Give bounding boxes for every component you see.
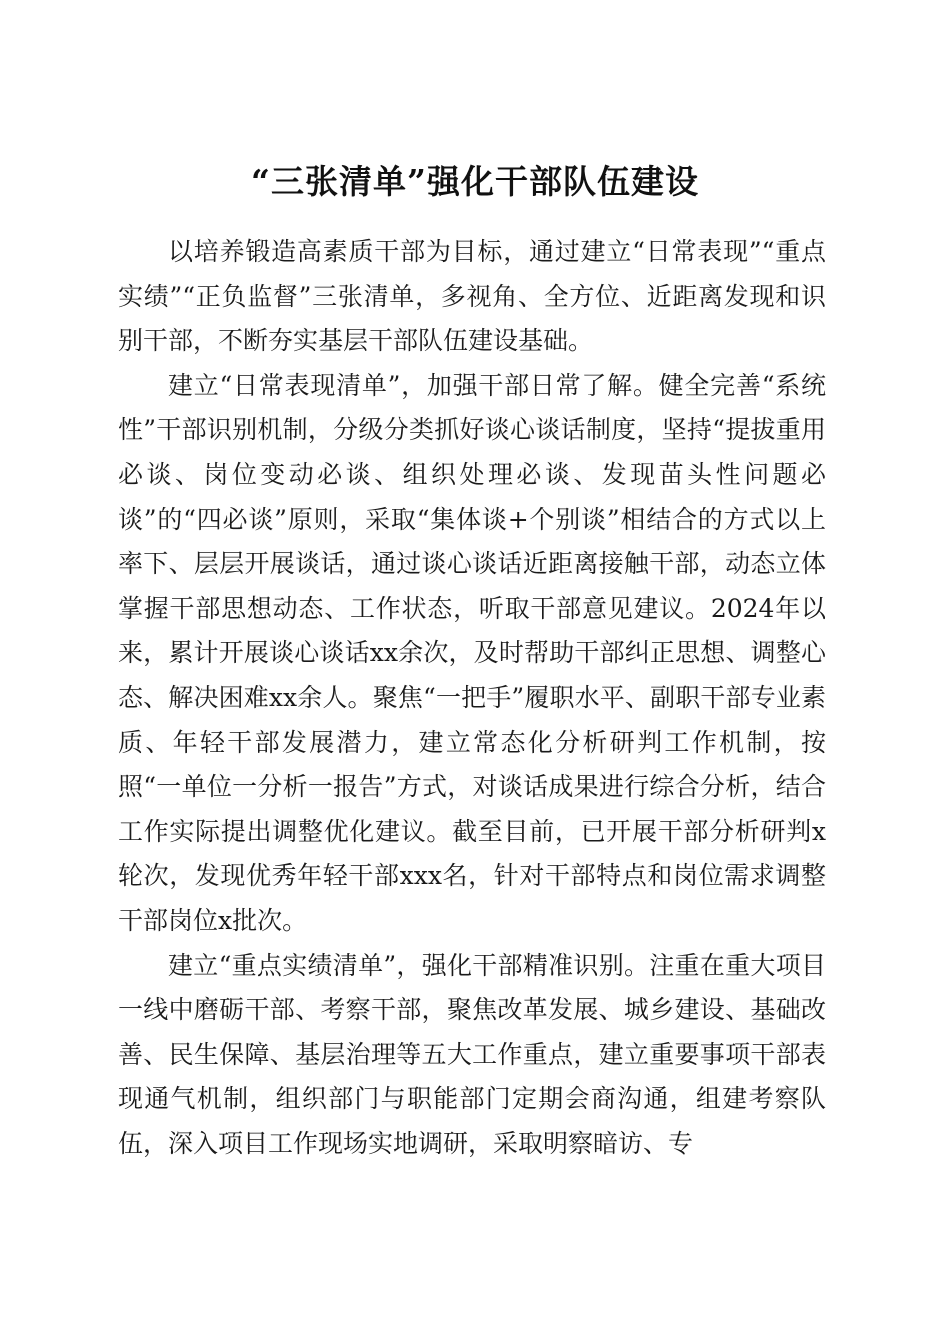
document-body — [118, 230, 826, 1166]
paragraph-daily-performance: 建立“日常表现清单”，加强干部日常了解。健全完善“系统性”干部识别机制，分级分类抓好谈心谈话制度，坚持“提拔重用必谈、岗位变动必谈、组织处理必谈、发现苗头性问题必谈”的“四必谈”原则，采取“集体谈+个别谈”相结合的方式以上率下、层层开展谈话，通过谈心谈话近距离接触干部，动态立体掌握干部思想动态、工作状态，听取干部意见建议。2024年以来，累计开展谈心谈话xx余次，及时帮助干部纠正思想、调整心态、解决困难xx余人。聚焦“一把手”履职水平、副职干部专业素质、年轻干部发展潜力，建立常态化分析研判工作机制，按照“一单位一分析一报告”方式，对谈话成果进行综合分析，结合工作实际提出调整优化建议。截至目前，已开展干部分析研判x轮次，发现优秀年轻干部xxx名，针对干部特点和岗位需求调整干部岗位x批次。 — [118, 370, 826, 935]
paragraph-intro: 以培养锻造高素质干部为目标，通过建立“日常表现”“重点实绩”“正负监督”三张清单，多视角、全方位、近距离发现和识别干部，不断夯实基层干部队伍建设基础。 — [118, 237, 826, 356]
paragraph-key-achievements: 建立“重点实绩清单”，强化干部精准识别。注重在重大项目一线中磨砺干部、考察干部，聚焦改革发展、城乡建设、基础改善、民生保障、基层治理等五大工作重点，建立重要事项干部表现通气机制，组织部门与职能部门定期会商沟通，组建考察队伍，深入项目工作现场实地调研，采取明察暗访、专 — [118, 950, 826, 1158]
page-title: “三张清单”强化干部队伍建设 — [251, 162, 699, 202]
